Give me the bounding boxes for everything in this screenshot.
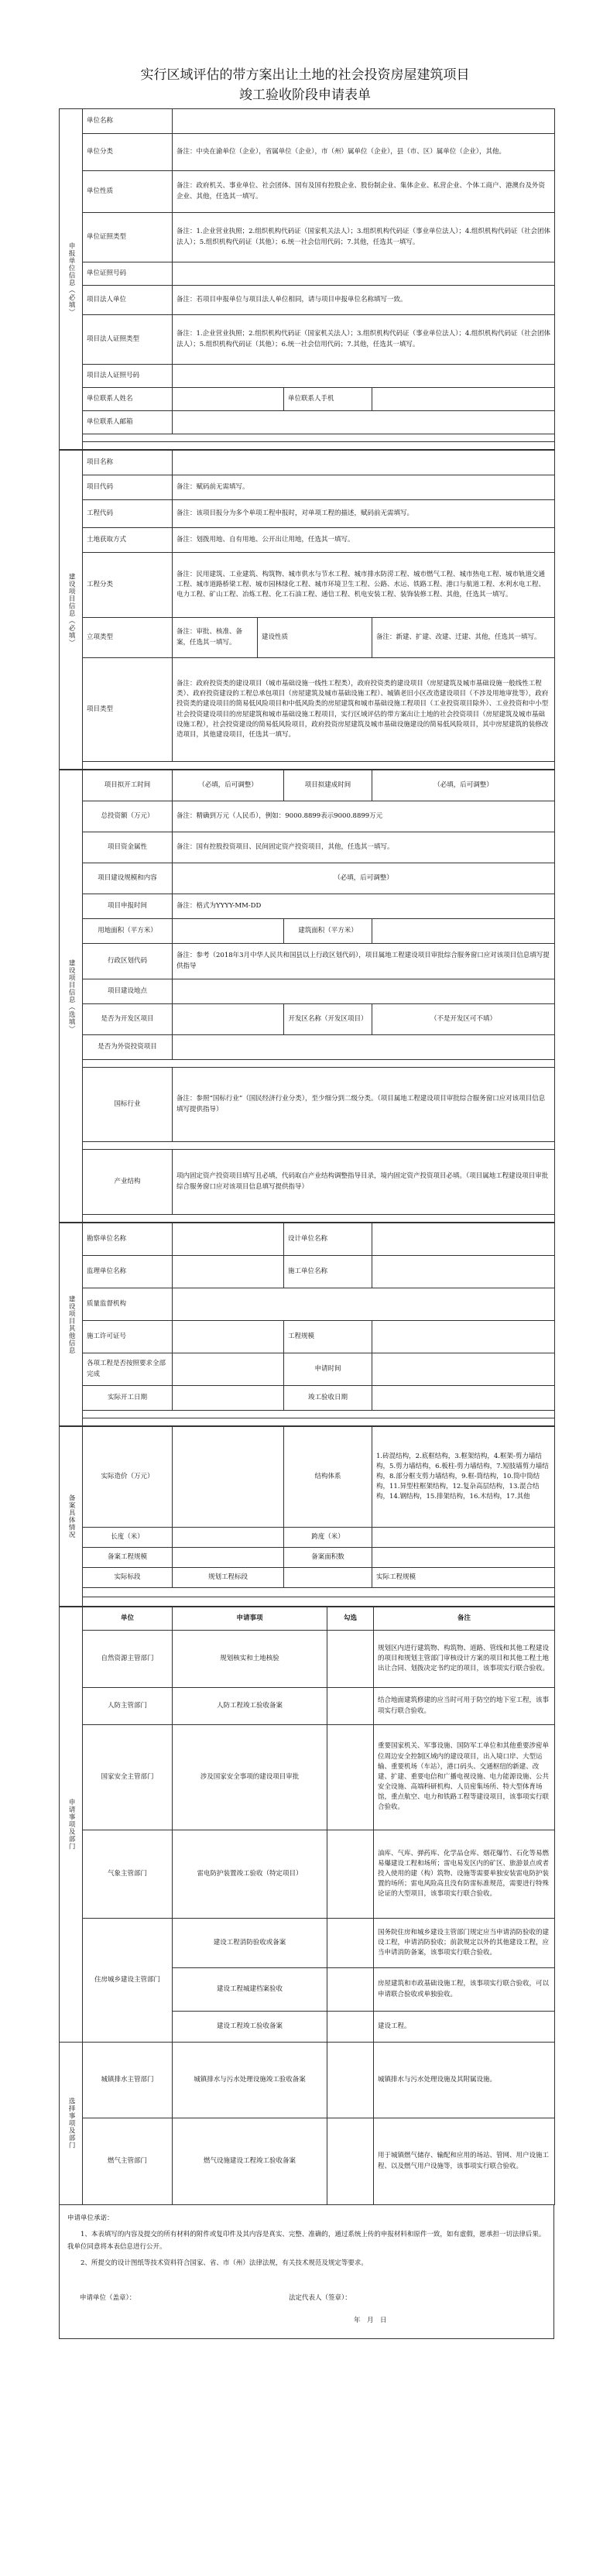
- end-time-note[interactable]: （必填，后可调整）: [372, 770, 555, 801]
- matter-checkbox[interactable]: [327, 1725, 374, 1830]
- head-check: 勾选: [327, 1607, 374, 1631]
- applicant-section: [59, 108, 555, 450]
- land-method-label: 土地获取方式: [83, 528, 173, 553]
- record-area-label: 备案面积数: [284, 1548, 372, 1568]
- dev-zone-label: 是否为开发区项目: [83, 1004, 173, 1035]
- matter-remark: 国务院住房和城乡建设主管部门规定应当申请消防验收的建设工程，申请消防验收；前款规定以外的其他建设工程，应当申请消防备案，该事项实行联合验收。: [374, 1919, 555, 1968]
- record-spacer-row: [83, 1588, 555, 1597]
- matter-unit: 国家安全主管部门: [83, 1725, 173, 1830]
- location-label: 项目建设地点: [83, 979, 173, 1004]
- completion-date-label: 竣工验收日期: [284, 1386, 372, 1411]
- legal-cert-no-label: 项目法人证照号码: [83, 365, 173, 388]
- cert-no-label: 单位证照号码: [83, 262, 173, 286]
- matter-name: 燃气设施建设工程竣工验收备案: [173, 2118, 327, 2205]
- matter-remark: 城镇排水与污水处理设施及其附属设施。: [374, 2043, 555, 2118]
- pledge-block: [59, 2205, 554, 2339]
- contact-phone-label: 单位联系人手机: [284, 388, 372, 411]
- build-spacer-row: [83, 1060, 555, 1068]
- actual-start-field[interactable]: [173, 1386, 284, 1411]
- cert-type-note[interactable]: 备注：1.企业营业执照；2.组织机构代码证（国家机关法人）；3.组织机构代码证（事业单位法人）；4.组织机构代码证（社会团体法人）；5.组织机构代码证（其他）；6.统一社会信用代码；7.其他，任选其一填写。: [173, 213, 555, 262]
- legal-sign-label[interactable]: 法定代表人（签章）：: [289, 2294, 351, 2303]
- land-area-field[interactable]: [173, 919, 284, 944]
- project-name-field[interactable]: [173, 451, 555, 475]
- matter-checkbox[interactable]: [327, 1830, 374, 1919]
- applicant-sign-label[interactable]: 申请单位（盖章）：: [80, 2294, 136, 2303]
- actual-cost-label: 实际造价（万元）: [83, 1427, 173, 1528]
- completion-date-field[interactable]: [372, 1386, 555, 1411]
- applicant-spacer-row: [83, 434, 555, 442]
- matter-checkbox[interactable]: [327, 1688, 374, 1725]
- legal-unit-note[interactable]: 备注：若项目申报单位与项目法人单位相同，请与项目申报单位名称填写一致。: [173, 286, 555, 315]
- other-group-label: 建设项目其他信息: [60, 1223, 83, 1426]
- total-invest-note[interactable]: 备注：精确到万元（人民币），例如：9000.8899表示9000.8899万元: [173, 801, 555, 832]
- matters-group-label: 申请事项及部门: [60, 1607, 83, 2043]
- applicant-spacer-row: [83, 442, 555, 450]
- total-invest-label: 总投资额（万元）: [83, 801, 173, 832]
- unit-category-label: 单位分类: [83, 134, 173, 171]
- permit-no-label: 施工许可证号: [83, 1321, 173, 1353]
- length-label: 长度（米）: [83, 1528, 173, 1548]
- record-area-field[interactable]: [372, 1548, 555, 1568]
- sub-apply-field[interactable]: [173, 1353, 284, 1386]
- project-section: [59, 450, 555, 770]
- matter-checkbox[interactable]: [327, 2118, 374, 2205]
- record-scale-field[interactable]: [173, 1548, 284, 1568]
- pre-dev-label: 是否为外资投资项目: [83, 1035, 173, 1060]
- proj-class-note[interactable]: 备注：民用建筑、工业建筑、构筑物、城市供水与节水工程、城市排水防涝工程、城市燃气工程、城市热电工程、城市轨道交通工程、城市道路桥梁工程、城市园林绿化工程、城市环境卫生工程、公路、水运、铁路工程、港口与航道工程、水利水电工程、电力工程、矿山工程、冶炼工程、化工石油工程、通信工程、机电安装工程、装饰装修工程、其他，任选其一填写。: [173, 553, 555, 618]
- cert-no-field[interactable]: [173, 262, 555, 286]
- matter-unit: 气象主管部门: [83, 1830, 173, 1919]
- project-spacer-row: [83, 762, 555, 770]
- actual-bid-label: 实际标段: [83, 1568, 173, 1588]
- build-spacer-row: [83, 1215, 555, 1223]
- supervise-unit-field[interactable]: [173, 1256, 284, 1288]
- legal-unit-label: 项目法人单位: [83, 286, 173, 315]
- structure-label: 结构体系: [284, 1427, 372, 1528]
- length-field[interactable]: [173, 1528, 284, 1548]
- industry-type-note[interactable]: 项内固定资产投资项目填写且必填，代码取自产业结构调整指导目录，境内固定资产投资项目必填。（项目属地工程建设项目审批综合服务窗口应对该项目信息填写提供指导）: [173, 1150, 555, 1215]
- land-method-note[interactable]: 备注：划拨用地、自有用地、公开出让用地，任选其一填写。: [173, 528, 555, 553]
- build-area-field[interactable]: [372, 919, 555, 944]
- other-spacer-row: [83, 1411, 555, 1418]
- legal-cert-type-label: 项目法人证照类型: [83, 315, 173, 365]
- survey-unit-field[interactable]: [173, 1223, 284, 1256]
- unit-name-label: 单位名称: [83, 109, 173, 134]
- approval-type-label: 立项类型: [83, 618, 173, 658]
- quality-unit-field[interactable]: [173, 1288, 555, 1321]
- project-group-label: 建设项目信息（必填）: [60, 451, 83, 770]
- span-field[interactable]: [372, 1528, 555, 1548]
- quality-unit-label: 质量监督机构: [83, 1288, 173, 1321]
- contact-email-field[interactable]: [173, 411, 555, 434]
- matter-unit: 城镇排水主管部门: [83, 2043, 173, 2118]
- matter-checkbox[interactable]: [327, 2043, 374, 2118]
- approval-type-options[interactable]: 备注：审批、核准、备案，任选其一填写。: [173, 618, 258, 658]
- land-area-label: 用地面积（平方米）: [83, 919, 173, 944]
- matter-remark: 规划区内进行建筑物、构筑物、道路、管线和其他工程建设的项目和规划主管部门审核设计方案的项目和其他工程土地出让合同、划拨决定书约定的项目，该事项实行联合验收。: [374, 1631, 555, 1688]
- industry-label: 国标行业: [83, 1068, 173, 1142]
- apply-time-field[interactable]: [372, 1353, 555, 1386]
- opt-matters-group-label: 选择事项及部门: [60, 2043, 83, 2205]
- head-matter: 申请事项: [173, 1607, 327, 1631]
- proj-no-note[interactable]: 备注：该项目报分为多个单项工程申报时，对单项工程的描述，赋码前无需填写。: [173, 500, 555, 528]
- matter-checkbox[interactable]: [327, 2012, 374, 2043]
- contact-phone-field[interactable]: [372, 388, 555, 411]
- industry-note[interactable]: 备注：参照“国标行业”（国民经济行业分类），至少细分到二级分类。（项目属地工程建设项目审批综合服务窗口应对该项目信息填写提供指导）: [173, 1068, 555, 1142]
- dev-zone-note[interactable]: （不是开发区可不填）: [372, 1004, 555, 1035]
- sign-date[interactable]: 年 月 日: [354, 2317, 387, 2325]
- contact-name-label: 单位联系人姓名: [83, 388, 173, 411]
- other-section: [59, 1223, 555, 1426]
- cert-type-label: 单位证照类型: [83, 213, 173, 262]
- design-unit-field[interactable]: [372, 1223, 555, 1256]
- scale-label: 项目建设规模和内容: [83, 863, 173, 894]
- project-name-label: 项目名称: [83, 451, 173, 475]
- sub-apply-label: 各项工程是否按照要求全部完成: [83, 1353, 173, 1386]
- region-code-label: 行政区划代码: [83, 944, 173, 979]
- matter-remark: 房屋建筑和市政基础设施工程，该事项实行联合验收，可以申请联合验收或单独验收。: [374, 1968, 555, 2012]
- approve-time-note[interactable]: 备注：格式为YYYY-MM-DD: [173, 894, 555, 919]
- matter-name: 建设工程消防验收或备案: [173, 1919, 327, 1968]
- actual-scale-label: 实际工程规模: [372, 1568, 555, 1588]
- build-section: [59, 770, 555, 1223]
- record-spacer-row: [83, 1597, 555, 1607]
- matter-name: 人防工程竣工验收备案: [173, 1688, 327, 1725]
- matter-remark: 重要国家机关、军事设施、国防军工单位和其他重要涉密单位周边安全控制区域内的建设项目，出入境口岸、大型运输、重要机场（车站），港口码头、交通枢纽的新建、改建、扩建、重要电信和广播电视设施、电力能源设施、公共安全设施、高端科研机构、人员密集场所、特大型体育场馆，重点航空、电力和铁路工程等建设项目，该事项实行联合验收。: [374, 1725, 555, 1830]
- matter-name: 规划核实和土地核验: [173, 1631, 327, 1688]
- unit-nature-label: 单位性质: [83, 171, 173, 213]
- structure-note[interactable]: 1.砖混结构，2.底框结构，3.框架结构，4.框架-剪力墙结构，5.剪力墙结构，6.板柱-剪力墙结构，7.短肢墙剪力墙结构，8.部分框支剪力墙结构，9.框-筒结构，10.筒中筒结构，11.异型柱框架结构，12.复杂高层结构，13.混合结构，14.钢结构，15.排架结构，16.木结构，17.其他: [372, 1427, 555, 1528]
- proj-type-label: 项目类型: [83, 658, 173, 762]
- matter-remark: 建设工程。: [374, 2012, 555, 2043]
- form-body: [59, 108, 554, 2339]
- matter-name: 涉及国家安全事项的建设项目审批: [173, 1725, 327, 1830]
- pledge-paragraph-2: 2、所提交的设计图纸等技术资料符合国家、省、市（州）法律法规，有关技术规范及规定等要求。: [81, 2259, 368, 2267]
- form-title-line2: 竣工验收阶段申请表单: [239, 87, 371, 103]
- approve-time-label: 项目申报时间: [83, 894, 173, 919]
- form-header: [0, 65, 610, 105]
- dev-zone-name-label: 开发区名称（开发区项目）: [284, 1004, 372, 1035]
- record-scale-label: 备案工程规模: [83, 1548, 173, 1568]
- matter-unit: 人防主管部门: [83, 1688, 173, 1725]
- actual-start-label: 实际开工日期: [83, 1386, 173, 1411]
- fund-source-note[interactable]: 备注：国有控股投资项目、民间固定资产投资项目，其他，任选其一填写。: [173, 832, 555, 863]
- matter-name: 建设工程城建档案验收: [173, 1968, 327, 2012]
- survey-unit-label: 勘察单位名称: [83, 1223, 173, 1256]
- dev-zone-field[interactable]: [173, 1004, 284, 1035]
- supervise-unit-label: 监理单位名称: [83, 1256, 173, 1288]
- unit-category-note[interactable]: 备注：中央在渝单位（企业），省属单位（企业），市（州）属单位（企业），县（市、区）属单位（企业），其他。: [173, 134, 555, 171]
- matter-remark: 结合地面建筑修建的应当时可用于防空的地下室工程，该事项实行联合验收。: [374, 1688, 555, 1725]
- legal-cert-type-note[interactable]: 备注：1.企业营业执照；2.组织机构代码证（国家机关法人）；3.组织机构代码证（事业单位法人）；4.组织机构代码证（社会团体法人）；5.组织机构代码证（其他）；6.统一社会信用代码；7.其他，任选其一填写。: [173, 315, 555, 365]
- scale-note[interactable]: （必填，后可调整）: [173, 863, 555, 894]
- span-label: 跨度（米）: [284, 1528, 372, 1548]
- build-spacer-row: [83, 1142, 555, 1150]
- proj-no-label: 工程代码: [83, 500, 173, 528]
- contact-name-field[interactable]: [173, 388, 284, 411]
- permit-no-field[interactable]: [173, 1321, 284, 1353]
- apply-time-label: 申请时间: [284, 1353, 372, 1386]
- matter-checkbox[interactable]: [327, 1968, 374, 2012]
- other-spacer-row: [83, 1418, 555, 1426]
- fund-source-label: 项目资金属性: [83, 832, 173, 863]
- proj-class-label: 工程分类: [83, 553, 173, 618]
- unit-nature-note[interactable]: 备注：政府机关、事业单位、社会团体、国有及国有控股企业、股份制企业、集体企业、私营企业、个体工商户、港澳台及外资企业、其他，任选其一填写。: [173, 171, 555, 213]
- head-remark: 备注: [374, 1607, 555, 1631]
- plan-bid-label: 规划工程标段: [173, 1568, 284, 1588]
- pre-dev-field[interactable]: [173, 1035, 555, 1060]
- matter-unit: 燃气主管部门: [83, 2118, 173, 2205]
- unit-name-field[interactable]: [173, 109, 555, 134]
- matter-name: 城镇排水与污水处理设施竣工验收备案: [173, 2043, 327, 2118]
- applicant-group-label: 申报单位信息（必填）: [60, 109, 83, 450]
- matter-checkbox[interactable]: [327, 1919, 374, 1968]
- proj-scale-field[interactable]: [372, 1321, 555, 1353]
- contact-email-label: 单位联系人邮箱: [83, 411, 173, 434]
- legal-cert-no-field[interactable]: [173, 365, 555, 388]
- construct-unit-label: 施工单位名称: [284, 1256, 372, 1288]
- matters-section: [59, 1607, 555, 2205]
- construct-nature-label: 建设性质: [258, 618, 372, 658]
- matter-name: 雷电防护装置竣工验收（特定项目）: [173, 1830, 327, 1919]
- region-code-note[interactable]: 备注：参考（2018年3月中华人民共和国县以上行政区划代码），项目属地工程建设项目审批综合服务窗口应对该项目信息填写提供指导: [173, 944, 555, 979]
- plan-bid-field[interactable]: [284, 1568, 372, 1588]
- matter-remark: 用于城镇燃气储存、输配和应用的场站、管网、用户设施工程、以及燃气用户设施等，该事项实行联合验收。: [374, 2118, 555, 2205]
- signature-row: [67, 2293, 546, 2304]
- build-group-label: 建设项目信息（选填）: [60, 770, 83, 1223]
- pledge-paragraph-1: 1、本表填写的内容及提交的所有材料的附件或复印件及其内容是真实、完整、准确的，通过系统上传的申报材料和原件一致，如有虚假，愿承担一切法律后果。我单位同意将本表信息进行公开。: [67, 2231, 546, 2251]
- proj-scale-label: 工程规模: [284, 1321, 372, 1353]
- record-section: [59, 1426, 555, 1607]
- industry-type-label: 产业结构: [83, 1150, 173, 1215]
- end-time-label: 项目拟建成时间: [284, 770, 372, 801]
- matter-remark: 油库、气库、弹药库、化学品仓库、烟花爆竹、石化等易燃易爆建设工程和场所；雷电易发区内的矿区、旅游景点或者投入使用的建（构）筑物、设施等需要单独安装雷电防护装置的场所；雷电风险高且没有防雷标准规范，需要进行特殊论证的大型项目，该事项实行联合验收。: [374, 1830, 555, 1919]
- build-area-label: 建筑面积（平方米）: [284, 919, 372, 944]
- construct-nature-note[interactable]: 备注：新建、扩建、改建、迁建、其他，任选其一填写。: [372, 618, 555, 658]
- form-title-line1: 实行区域评估的带方案出让土地的社会投资房屋建筑项目: [140, 67, 470, 83]
- construct-unit-field[interactable]: [372, 1256, 555, 1288]
- matter-unit: 自然资源主管部门: [83, 1631, 173, 1688]
- start-time-note[interactable]: （必填，后可调整）: [173, 770, 284, 801]
- head-unit: 单位: [83, 1607, 173, 1631]
- project-code-note[interactable]: 备注：赋码前无需填写。: [173, 475, 555, 500]
- actual-cost-field[interactable]: [173, 1427, 284, 1528]
- matter-name: 建设工程竣工验收备案: [173, 2012, 327, 2043]
- start-time-label: 项目拟开工时间: [83, 770, 173, 801]
- record-group-label: 备案具体情况: [60, 1427, 83, 1607]
- proj-type-note[interactable]: 备注：政府投资类的建设项目（城市基础设施一线性工程类），政府投资类的建设项目（房屋建筑及城市基础设施一般线性工程类）、政府投资建设的工程总承包项目（房屋建筑及城市基础设施工程）、城镇老旧小区改造建设项目（不涉及用地审批等），政府投资类的建设项目的简易低风险项目和中低风险类的房屋建筑和城市基础设施工程项目（工业投资项目除外）、工业投资和中小型社会投资建设项目的房屋建筑和城市基础设施工程项目，实行区域评估的带方案出让土地的社会投资项目（房屋建筑及城市基础设施工程），社会投资建设的简易低风险项目，政府投资房屋建筑及城市基础设施建设的简易低风险项目，其中房屋建筑的装修改造项目，其他建设项目，任选其一填写。: [173, 658, 555, 762]
- matter-checkbox[interactable]: [327, 1631, 374, 1688]
- matter-unit: 住房城乡建设主管部门: [83, 1919, 173, 2043]
- location-field[interactable]: [173, 979, 555, 1004]
- design-unit-label: 设计单位名称: [284, 1223, 372, 1256]
- project-code-label: 项目代码: [83, 475, 173, 500]
- pledge-title: 申请单位承诺：: [67, 2214, 114, 2222]
